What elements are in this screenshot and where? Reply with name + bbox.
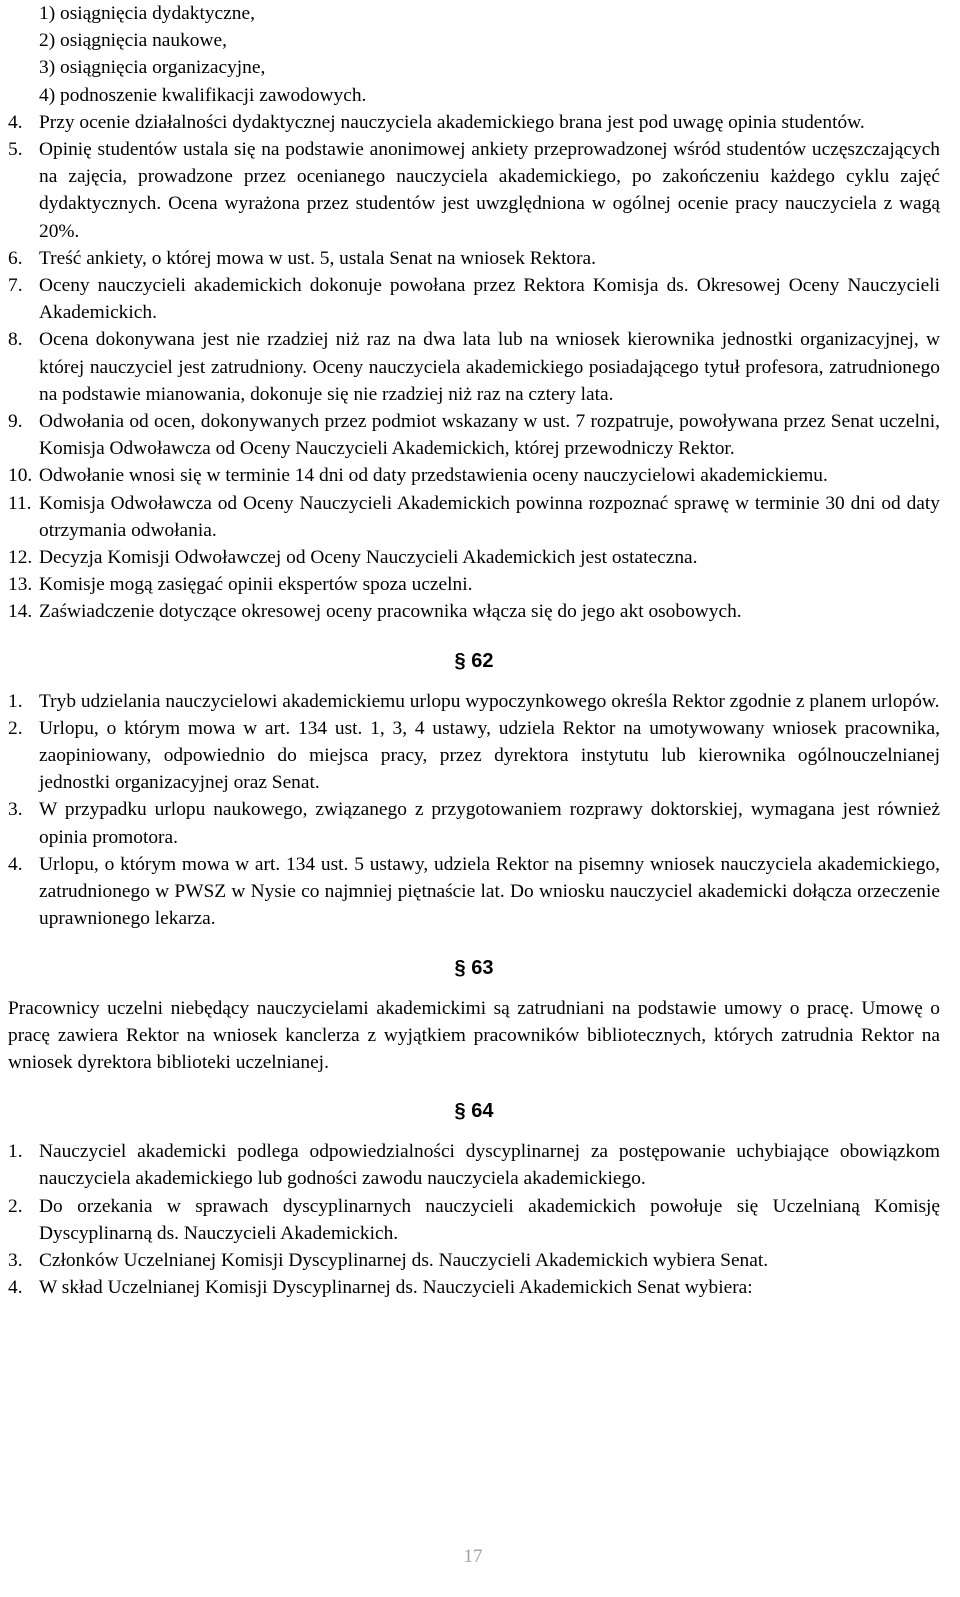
list-item: 11. Komisja Odwoławcza od Oceny Nauczycieli Akademickich powinna rozpoznać sprawę w terminie 30 dni od daty otrzymania odwołania. <box>8 492 940 541</box>
list-item: 3. Członków Uczelnianej Komisji Dyscyplinarnej ds. Nauczycieli Akademickich wybiera Senat. <box>8 1249 769 1271</box>
list-item: 9. Odwołania od ocen, dokonywanych przez podmiot wskazany w ust. 7 rozpatruje, powoływana przez Senat uczelni, Komisja Odwoławcza od Oceny Nauczycieli Akademickich, której przewodniczy Rektor. <box>8 411 940 460</box>
list-item: 4. W skład Uczelnianej Komisji Dyscyplinarnej ds. Nauczycieli Akademickich Senat wybiera: <box>8 1277 753 1299</box>
list-item: 2. Urlopu, o którym mowa w art. 134 ust. 1, 3, 4 ustawy, udziela Rektor na umotywowany wniosek pracownika, zaopiniowany, odpowiednio do miejsca pracy, przez dyrektora instytutu lub kierownika ogólnouczelnianej jednostki organizacyjnej oraz Senat. <box>8 717 940 794</box>
list-item: 1. Nauczyciel akademicki podlega odpowiedzialności dyscyplinarnej za postępowanie uchybiające obowiązkom nauczyciela akademickiego lub godności zawodu nauczyciela akademickiego. <box>8 1141 940 1190</box>
list-item: 7. Oceny nauczycieli akademickich dokonuje powołana przez Rektora Komisja ds. Okresowej Oceny Nauczycieli Akademickich. <box>8 275 940 324</box>
list-item: 1) osiągnięcia dydaktyczne, <box>39 3 255 24</box>
page-number: 17 <box>463 1546 483 1567</box>
section-62-heading: § 62 <box>454 649 494 672</box>
list-item: 13. Komisje mogą zasięgać opinii ekspertów spoza uczelni. <box>8 574 473 596</box>
section-64-heading: § 64 <box>454 1100 494 1123</box>
list-item: 6. Treść ankiety, o której mowa w ust. 5, ustala Senat na wniosek Rektora. <box>8 247 597 269</box>
list-item: 4. Urlopu, o którym mowa w art. 134 ust. 5 ustawy, udziela Rektor na pisemny wniosek nauczyciela akademickiego, zatrudnionego w PWSZ w Nysie co najmniej piętnaście lat. Do wniosku nauczyciel akademicki dołącza orzeczenie uprawnionego lekarza. <box>8 853 940 930</box>
section-63-paragraph: Pracownicy uczelni niebędący nauczycielami akademickimi są zatrudniani na podstawie umowy o pracę. Umowę o pracę zawiera Rektor na wniosek kanclerza z wyjątkiem pracowników bibliotecznych, których zatrudnia Rektor na wniosek dyrektora biblioteki uczelnianej. <box>8 997 940 1073</box>
section-61-items <box>8 109 940 626</box>
section-64-items <box>8 1138 940 1301</box>
section-62-items <box>8 688 940 933</box>
list-item: 14. Zaświadczenie dotyczące okresowej oceny pracownika włącza się do jego akt osobowych. <box>8 601 742 623</box>
list-item: 1. Tryb udzielania nauczycielowi akademickiemu urlopu wypoczynkowego określa Rektor zgodnie z planem urlopów. <box>8 690 940 712</box>
list-item: 12. Decyzja Komisji Odwoławczej od Oceny Nauczycieli Akademickich jest ostateczna. <box>8 547 698 569</box>
list-item: 3. W przypadku urlopu naukowego, związanego z przygotowaniem rozprawy doktorskiej, wymagana jest również opinia promotora. <box>8 799 940 848</box>
list-item: 8. Ocena dokonywana jest nie rzadziej niż raz na dwa lata lub na wniosek kierownika jednostki organizacyjnej, w której nauczyciel jest zatrudniony. Oceny nauczyciela akademickiego posiadającego tytuł profesora, zatrudnionego na podstawie mianowania, dokonuje się nie rzadziej niż raz na cztery lata. <box>8 329 940 405</box>
list-item: 4. Przy ocenie działalności dydaktycznej nauczyciela akademickiego brana jest pod uwagę opinia studentów. <box>8 111 865 133</box>
list-item: 5. Opinię studentów ustala się na podstawie anonimowej ankiety przeprowadzonej wśród studentów uczęszczających na zajęcia, prowadzone przez ocenianego nauczyciela akademickiego, po zakończeniu każdego cyklu zajęć dydaktycznych. Ocena wyrażona przez studentów jest uwzględniona w ogólnej ocenie pracy nauczyciela z wagą 20%. <box>8 139 940 242</box>
list-item: 4) podnoszenie kwalifikacji zawodowych. <box>39 84 367 106</box>
list-item: 2. Do orzekania w sprawach dyscyplinarnych nauczycieli akademickich powołuje się Uczelnianą Komisję Dyscyplinarną ds. Nauczycieli Akademickich. <box>8 1195 940 1244</box>
list-item: 10. Odwołanie wnosi się w terminie 14 dni od daty przedstawienia oceny nauczycielowi akademickiemu. <box>8 465 828 487</box>
document-page <box>8 0 940 1301</box>
list-item: 2) osiągnięcia naukowe, <box>39 30 227 52</box>
continued-sublist <box>8 0 940 109</box>
list-item: 3) osiągnięcia organizacyjne, <box>39 57 266 79</box>
section-63-heading: § 63 <box>454 956 494 979</box>
